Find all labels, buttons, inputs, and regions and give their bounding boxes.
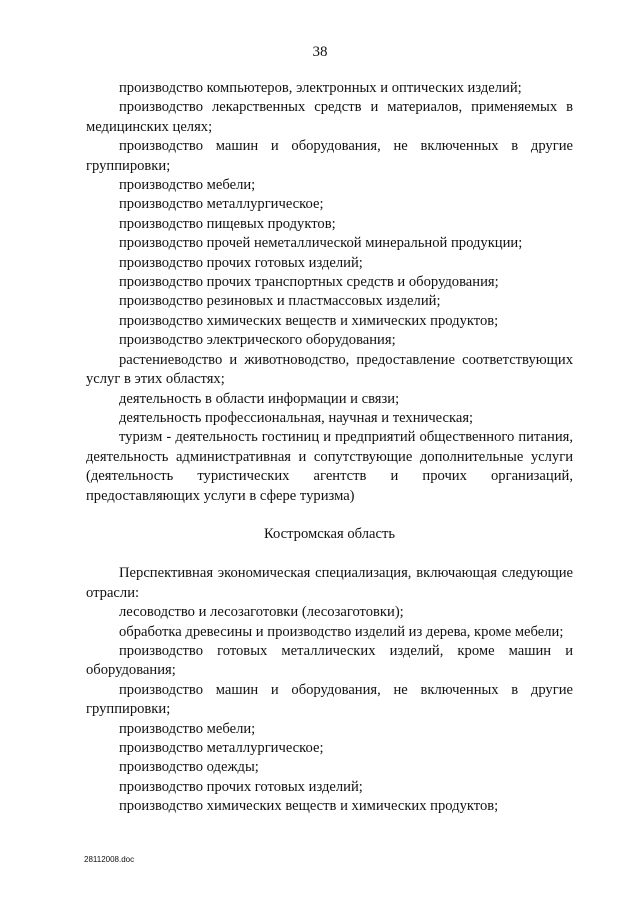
- list-item: производство готовых металлических изделий, кроме машин и оборудования;: [86, 642, 573, 679]
- list-item: производство машин и оборудования, не включенных в другие группировки;: [86, 138, 573, 174]
- list-item: производство пищевых продуктов;: [119, 215, 336, 232]
- document-body: [86, 79, 573, 817]
- list-item: производство мебели;: [119, 177, 256, 194]
- list-item: производство металлургическое;: [119, 740, 324, 756]
- list-item: деятельность в области информации и связи;: [119, 390, 400, 407]
- list-item: производство прочих готовых изделий;: [119, 254, 363, 271]
- list-item: производство прочей неметаллической минеральной продукции;: [119, 235, 523, 252]
- footer-filename: 28112008.doc: [84, 855, 135, 864]
- list-item: туризм - деятельность гостиниц и предприятий общественного питания, деятельность административная и сопутствующие дополнительные услуги (деятельность туристических агентств и прочих организаций, предоставляющих услуги в сфере туризма): [86, 429, 573, 504]
- list-item: лесоводство и лесозаготовки (лесозаготовки);: [119, 604, 404, 621]
- list-item: производство электрического оборудования;: [119, 332, 396, 349]
- list-item: производство прочих готовых изделий;: [119, 778, 363, 795]
- intro-paragraph: Перспективная экономическая специализация, включающая следующие отрасли:: [86, 565, 573, 601]
- list-item: деятельность профессиональная, научная и техническая;: [119, 409, 474, 426]
- list-item: производство химических веществ и химических продуктов;: [119, 798, 499, 815]
- list-item: производство мебели;: [119, 720, 256, 737]
- list-item: производство машин и оборудования, не включенных в другие группировки;: [86, 681, 573, 718]
- list-item: растениеводство и животноводство, предоставление соответствующих услуг в этих областях;: [86, 351, 573, 388]
- list-item: производство металлургическое;: [119, 196, 324, 213]
- list-item: производство химических веществ и химических продуктов;: [119, 312, 499, 329]
- list-item: производство компьютеров, электронных и оптических изделий;: [119, 80, 522, 96]
- list-item: производство лекарственных средств и материалов, применяемых в медицинских целях;: [86, 99, 573, 135]
- list-item: производство резиновых и пластмассовых изделий;: [119, 293, 441, 310]
- list-item: обработка древесины и производство изделий из дерева, кроме мебели;: [119, 623, 564, 640]
- page-number: 38: [312, 44, 328, 60]
- list-item: производство одежды;: [119, 759, 259, 776]
- region-heading: Костромская область: [263, 525, 396, 542]
- list-item: производство прочих транспортных средств и оборудования;: [119, 274, 499, 291]
